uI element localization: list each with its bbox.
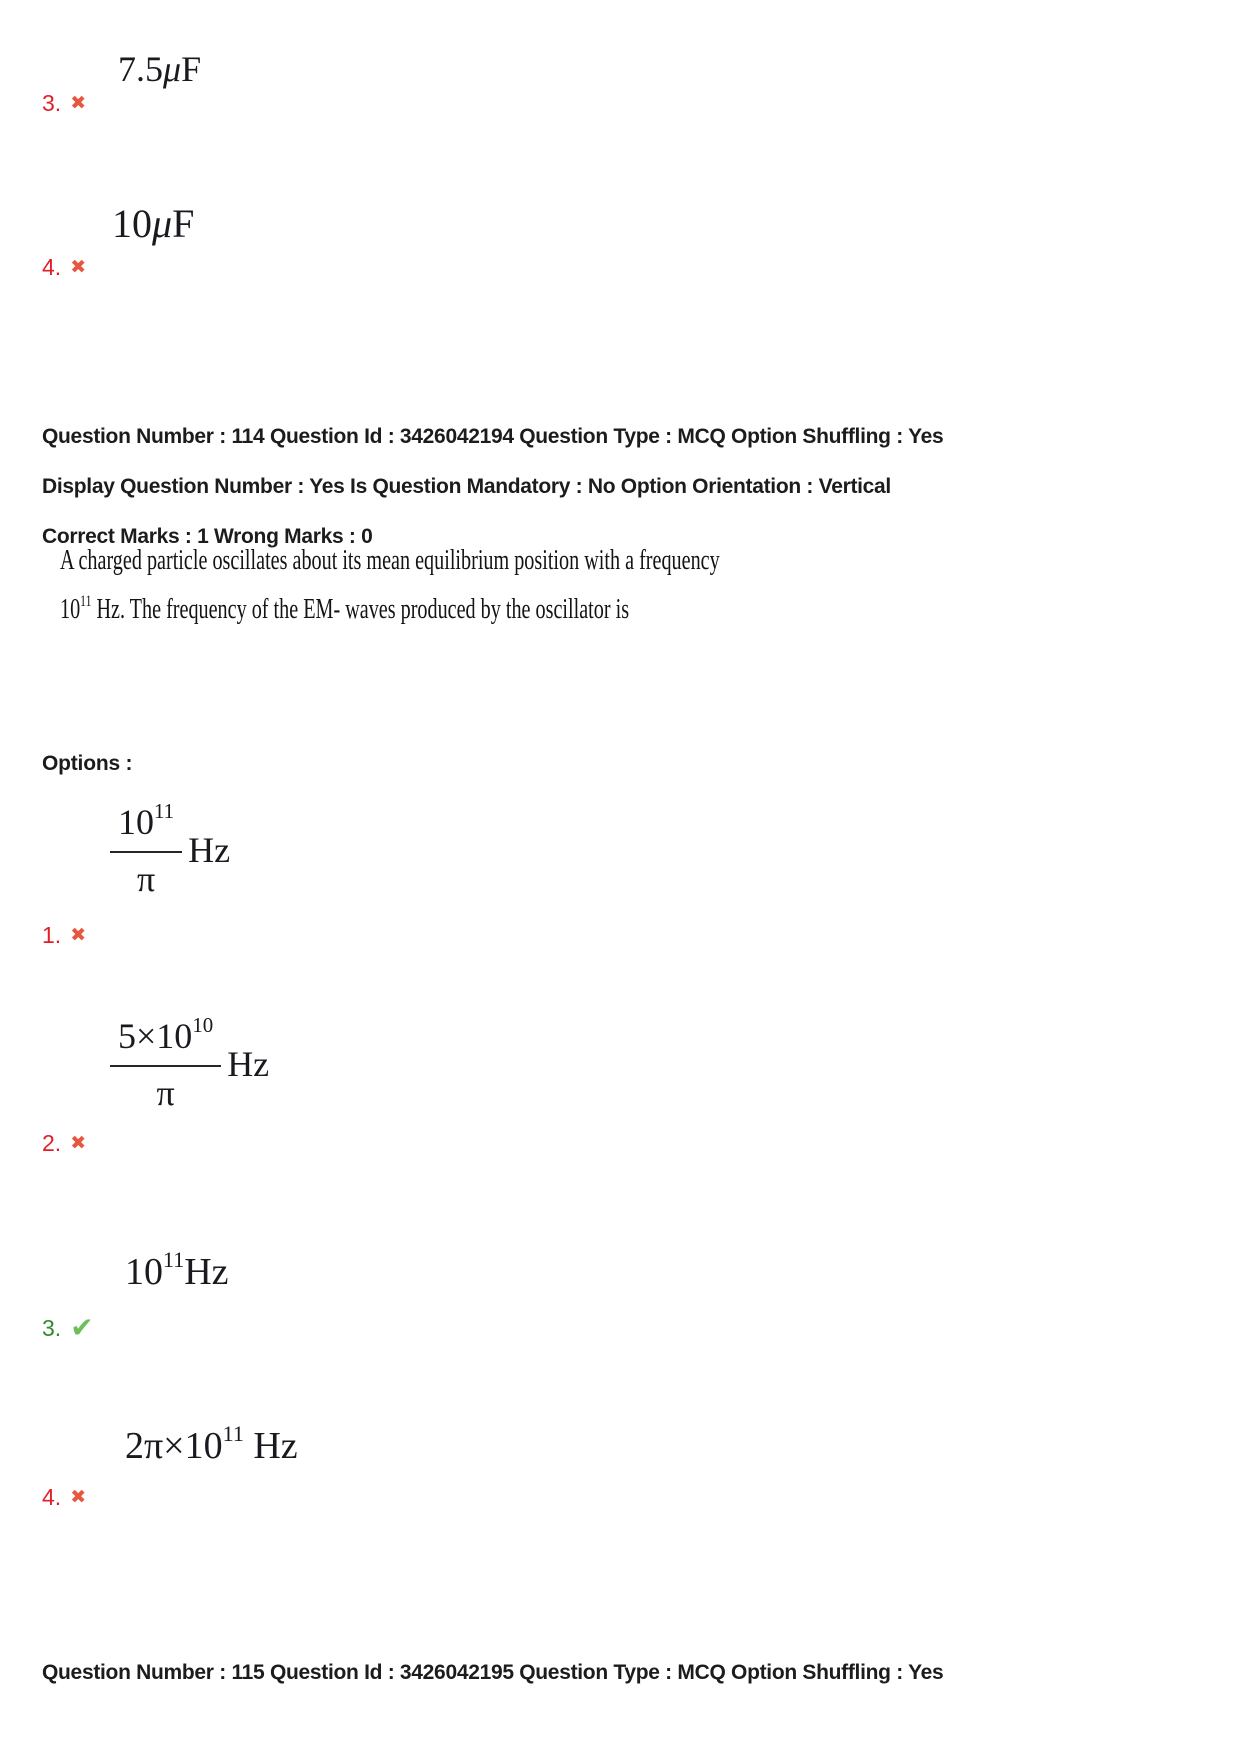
formula-unit: F <box>181 49 202 89</box>
wrong-cross-icon: ✖ <box>70 1487 87 1508</box>
options-heading: Options : <box>42 752 133 775</box>
fraction-denominator: π <box>136 859 156 900</box>
question-text-line-2: $10^{11}$ Hz. The frequency of the EM- waves produced by the oscillator is <box>60 591 630 625</box>
option-1-result <box>42 924 86 947</box>
wrong-cross-icon: ✖ <box>70 1133 87 1154</box>
formula-value: 10 <box>112 201 152 246</box>
question-meta-line-1: Question Number : 114 Question Id : 3426042194 Question Type : MCQ Option Shuffling : Yes <box>42 425 944 448</box>
correct-check-icon: ✔ <box>70 1312 94 1343</box>
formula-prev-option-3 <box>118 48 201 90</box>
question-114-text <box>60 536 720 634</box>
option-number: 3. <box>42 1314 62 1341</box>
formula-unit: F <box>172 201 195 246</box>
wrong-cross-icon: ✖ <box>70 93 87 114</box>
formula-option-3: $10^{11}Hz$ <box>125 1247 229 1293</box>
fraction-denominator: π <box>156 1073 175 1114</box>
mu-symbol: μ <box>163 49 182 89</box>
formula-option-1 <box>110 800 230 901</box>
question-meta-line-3: Correct Marks : 1 Wrong Marks : 0 <box>42 525 373 548</box>
option-number: 1. <box>42 922 62 948</box>
option-number: 3. <box>42 90 62 116</box>
fraction-numerator: $5\times 10^{10}$ <box>110 1014 221 1067</box>
formula-value: 7.5 <box>118 49 163 89</box>
mu-symbol: μ <box>152 201 173 246</box>
option-number: 4. <box>42 1484 62 1510</box>
question-115-header <box>42 1648 943 1698</box>
formula-unit: Hz <box>188 830 231 871</box>
option-4-result <box>42 1486 86 1509</box>
option-number: 4. <box>42 254 62 280</box>
prev-option-4-result <box>42 256 86 279</box>
option-3-result <box>42 1314 94 1342</box>
wrong-cross-icon: ✖ <box>70 257 87 278</box>
option-2-result <box>42 1132 86 1155</box>
formula-option-4: $2\pi\times 10^{11}$ Hz <box>125 1421 298 1467</box>
wrong-cross-icon: ✖ <box>70 925 87 946</box>
fraction-numerator: $10^{11}$ <box>110 800 182 853</box>
fraction <box>110 1014 221 1115</box>
fraction <box>110 800 182 901</box>
formula-prev-option-4 <box>112 200 194 247</box>
prev-option-3-result <box>42 92 86 115</box>
question-meta-line-1: Question Number : 115 Question Id : 3426042195 Question Type : MCQ Option Shuffling : Yes <box>42 1661 944 1684</box>
formula-unit: Hz <box>227 1044 270 1085</box>
option-number: 2. <box>42 1130 62 1156</box>
formula-option-2 <box>110 1014 269 1115</box>
question-text-line-1: A charged particle oscillates about its mean equilibrium position with a frequency <box>60 545 720 576</box>
question-meta-line-2: Display Question Number : Yes Is Question Mandatory : No Option Orientation : Vertical <box>42 475 891 498</box>
